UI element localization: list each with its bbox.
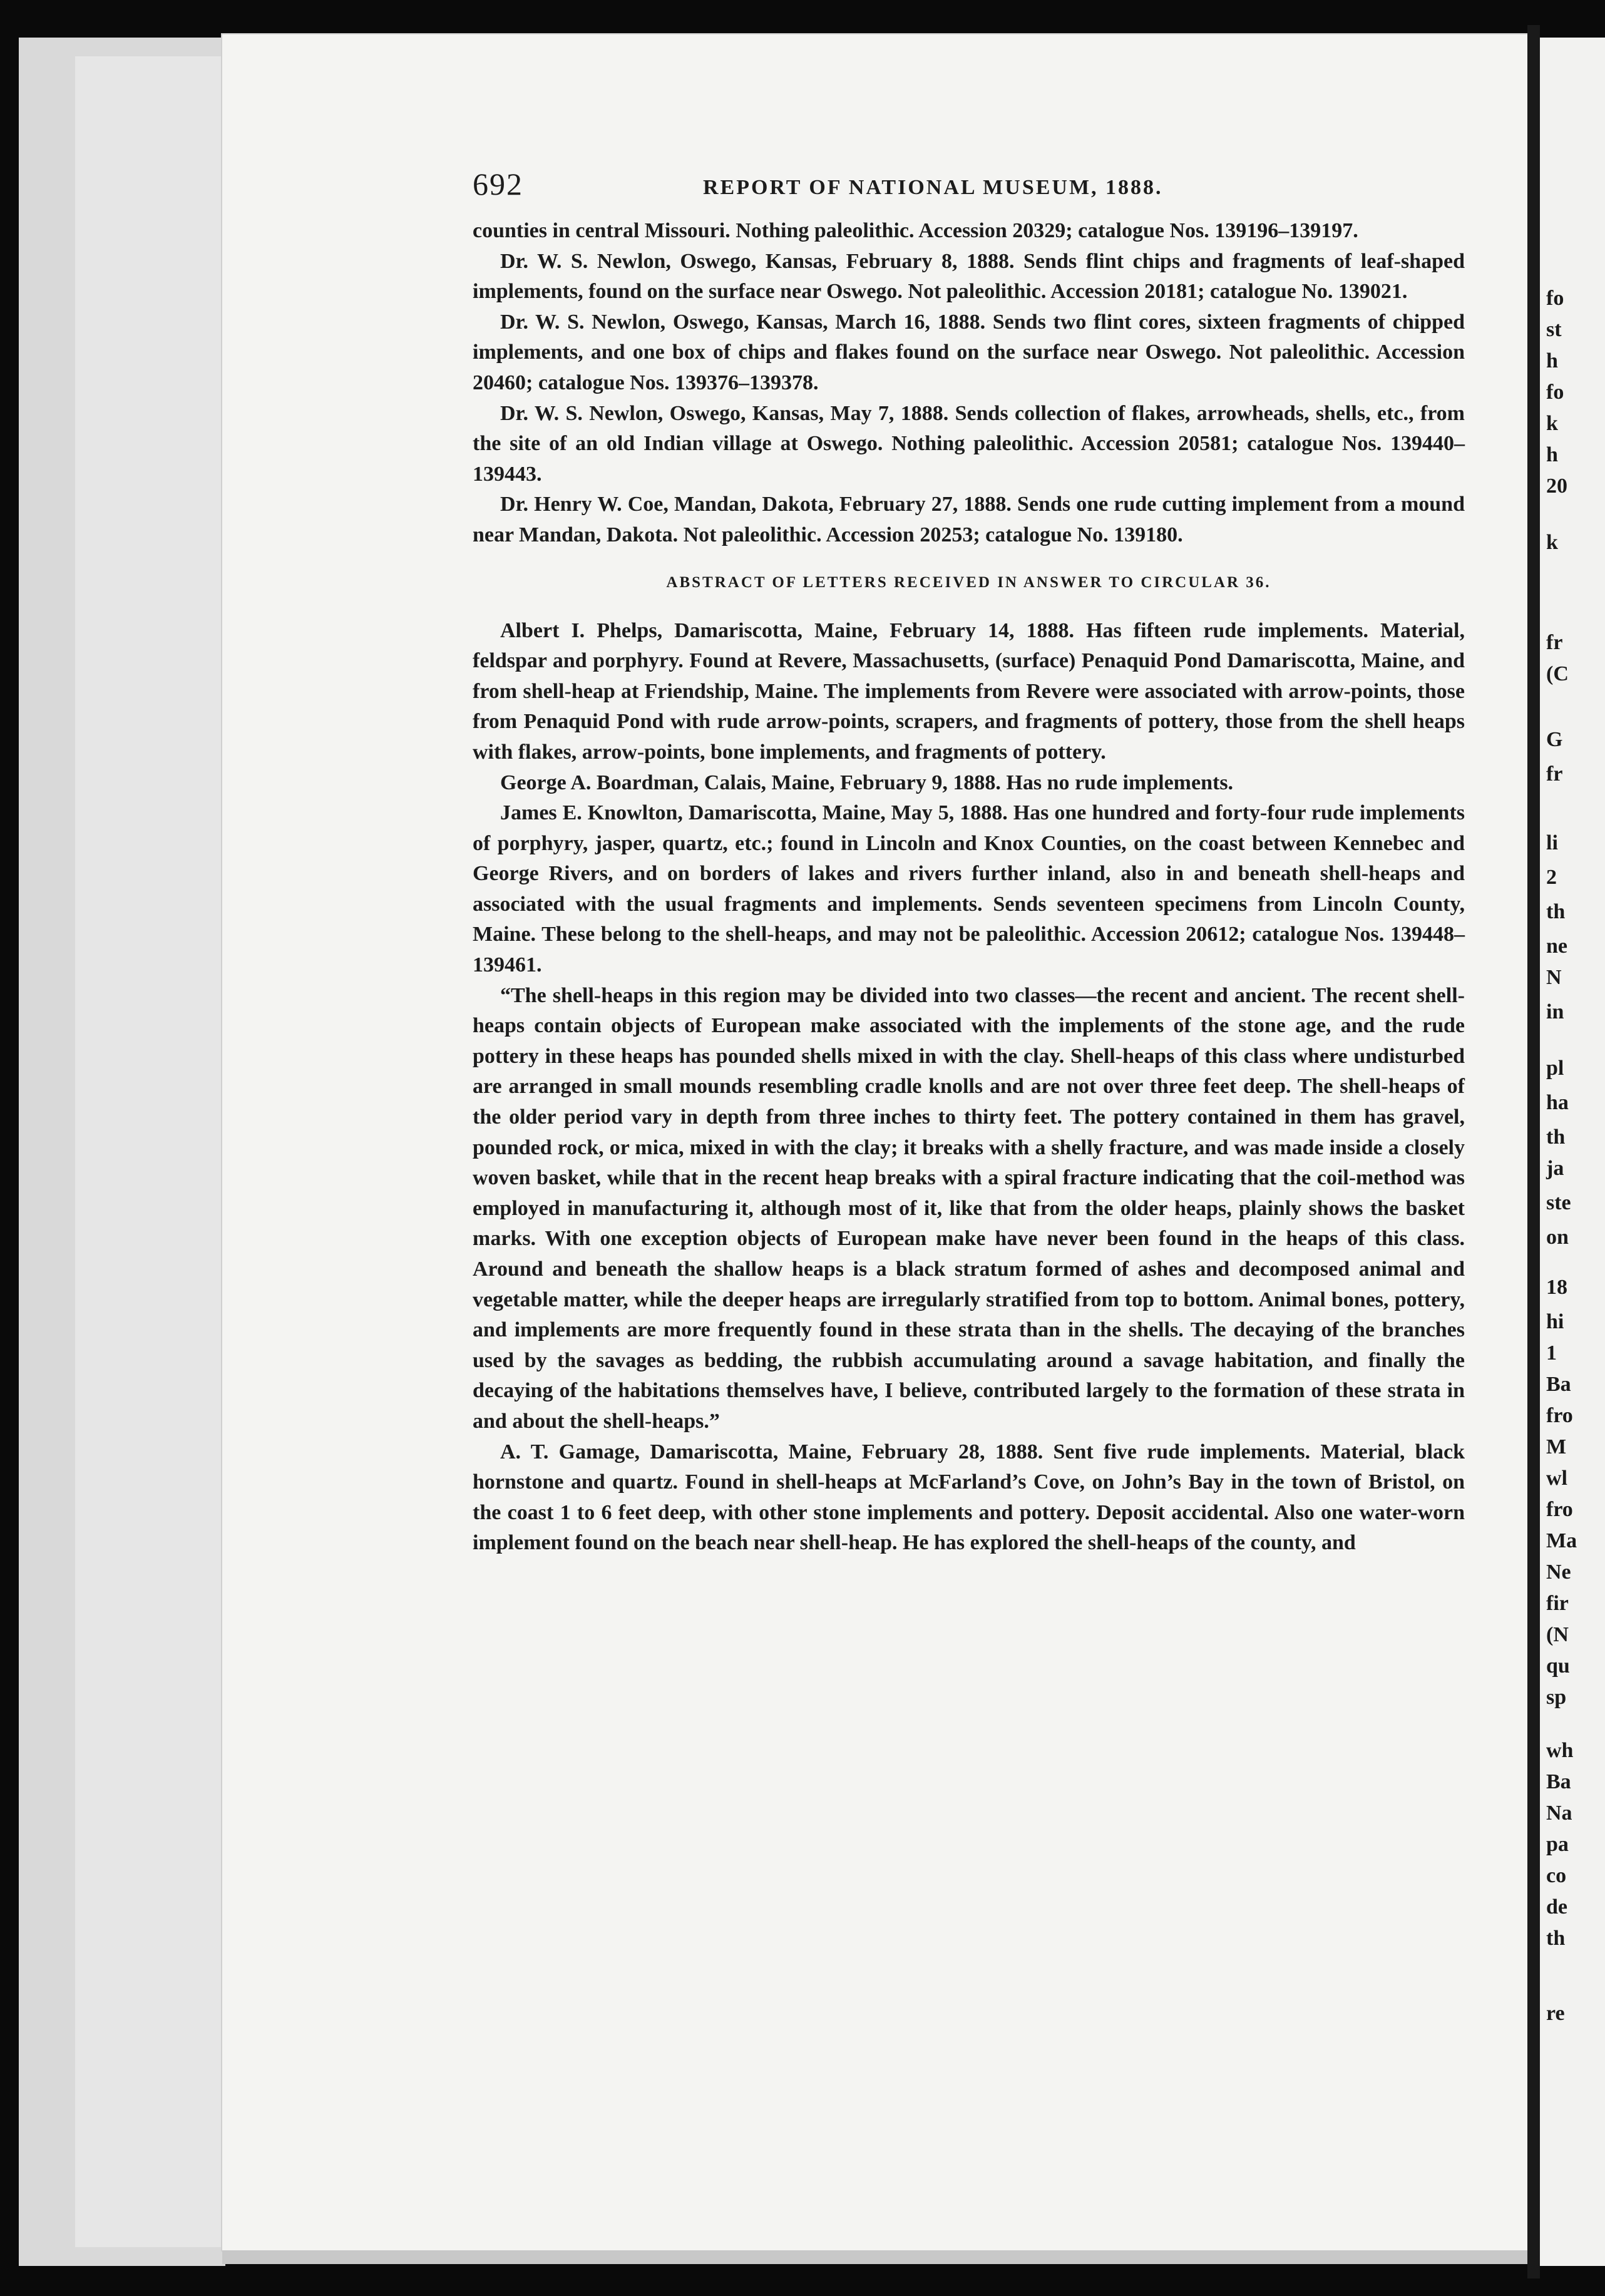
facing-page-fragment: G — [1546, 728, 1563, 751]
underlying-leaf — [75, 56, 225, 2247]
facing-page-fragment: fo — [1546, 287, 1564, 310]
facing-page — [1540, 38, 1605, 2266]
facing-page-fragment: h — [1546, 443, 1558, 466]
paragraph: A. T. Gamage, Damariscotta, Maine, February 28, 1888. Sent five rude implements. Material, black hornstone and quartz. Found in shell-heaps at McFarland’s Cove, on John’s Bay in the town of Bristol, on the coast 1 to 6 feet deep, with other stone implements and pottery. Deposit accidental. Also one water-worn implement found on the beach near shell-heap. He has explored the shell-heaps of the county, and — [473, 1440, 1465, 1555]
facing-page-fragment: Ba — [1546, 1373, 1571, 1396]
facing-page-fragment: ne — [1546, 935, 1567, 958]
facing-page-fragment: fr — [1546, 762, 1563, 786]
facing-page-fragment: 20 — [1546, 474, 1567, 498]
facing-page-fragment: qu — [1546, 1654, 1570, 1678]
facing-page-fragment: wl — [1546, 1467, 1567, 1490]
facing-page-fragment: on — [1546, 1226, 1569, 1249]
facing-page-fragment: k — [1546, 412, 1558, 435]
left-page-edge — [0, 0, 225, 2296]
facing-page-fragment: fro — [1546, 1404, 1573, 1427]
facing-page-fragment: fir — [1546, 1592, 1569, 1615]
facing-page-fragment: fr — [1546, 631, 1563, 654]
facing-page-fragment: in — [1546, 1000, 1564, 1023]
paragraph: counties in central Missouri. Nothing paleolithic. Accession 20329; catalogue Nos. 139196–139197. — [473, 219, 1358, 242]
book-gutter — [1527, 25, 1540, 2278]
facing-page-fragment: 1 — [1546, 1341, 1557, 1365]
page-header — [473, 166, 1465, 216]
facing-page-fragment: fro — [1546, 1498, 1573, 1521]
running-head: REPORT OF NATIONAL MUSEUM, 1888. — [703, 176, 1163, 199]
facing-page-fragment: N — [1546, 966, 1562, 989]
facing-page-fragment: th — [1546, 900, 1566, 923]
facing-page-fragment: th — [1546, 1927, 1566, 1950]
facing-page-fragment: fo — [1546, 381, 1564, 404]
facing-page-fragment: pl — [1546, 1057, 1564, 1080]
section-heading: ABSTRACT OF LETTERS RECEIVED IN ANSWER TO CIRCULAR 36. — [666, 573, 1271, 591]
facing-page-fragment: (C — [1546, 662, 1569, 685]
facing-page-fragment: (N — [1546, 1623, 1569, 1646]
facing-page-fragment: k — [1546, 531, 1558, 554]
facing-page-fragment: ste — [1546, 1191, 1571, 1214]
page-content — [473, 166, 1465, 1559]
facing-page-fragment: Ne — [1546, 1561, 1571, 1584]
facing-page-fragment: li — [1546, 831, 1558, 854]
facing-page-fragment: re — [1546, 2002, 1565, 2025]
facing-page-fragment: h — [1546, 349, 1558, 372]
paragraph: Dr. W. S. Newlon, Oswego, Kansas, March 16, 1888. Sends two flint cores, sixteen fragments of chipped implements, and one box of chips and flakes found on the surface near Oswego. Not paleolithic. Accession 20460; catalogue Nos. 139376–139378. — [473, 310, 1465, 394]
paragraph: Dr. W. S. Newlon, Oswego, Kansas, May 7, 1888. Sends collection of flakes, arrowheads, shells, etc., from the site of an old Indian village at Oswego. Nothing paleolithic. Accession 20581; catalogue Nos. 139440–139443. — [473, 401, 1465, 486]
quoted-paragraph: “The shell-heaps in this region may be divided into two classes—the recent and ancient. The recent shell-heaps contain objects of European make associated with the implements of the stone age, and the rude pottery in these heaps has pounded shells mixed in with the clay. Shell-heaps of this class where undisturbed are arranged in small mounds resembling cradle knolls and are not over three feet deep. The shell-heaps of the older period vary in depth from three inches to thirty feet. The pottery contained in them has gravel, pounded rock, or mica, mixed in with the clay; it breaks with a shelly fracture, and was made inside a closely woven basket, while that in the recent heap breaks with a spiral fracture indicating that the coil-method was employed in manufacturing it, although most of it, like that from the older heaps, plainly shows the basket marks. With one exception objects of European make have never been found in the heaps of this class. Around and beneath the shallow heaps is a black stratum formed of ashes and decomposed animal and vegetable matter, while the deeper heaps are irregularly stratified from top to bottom. Animal bones, pottery, and implements are more frequently found in these strata than in the shells. The decaying of the branches used by the savages as bedding, the rubbish accumulating around a savage habitation, and finally the decaying of the habitations themselves have, I believe, contributed largely to the formation of these strata in and about the shell-heaps.” — [473, 983, 1465, 1433]
paragraph: George A. Boardman, Calais, Maine, February 9, 1888. Has no rude implements. — [500, 771, 1234, 794]
page-number: 692 — [473, 167, 523, 202]
facing-page-fragment: st — [1546, 318, 1562, 341]
facing-page-fragment: M — [1546, 1435, 1567, 1458]
paragraph: Dr. Henry W. Coe, Mandan, Dakota, February 27, 1888. Sends one rude cutting implement from a mound near Mandan, Dakota. Not paleolithic. Accession 20253; catalogue No. 139180. — [473, 493, 1465, 546]
paragraph: James E. Knowlton, Damariscotta, Maine, May 5, 1888. Has one hundred and forty-four rude implements of porphyry, jasper, quartz, etc.; found in Lincoln and Knox Counties, on the coast between Kennebec and George Rivers, and on borders of lakes and rivers further inland, also in and beneath shell-heaps and associated with the usual fragments and implements. Sends seventeen specimens from Lincoln County, Maine. These belong to the shell-heaps, and may not be paleolithic. Accession 20612; catalogue Nos. 139448–139461. — [473, 801, 1465, 977]
facing-page-fragment: 18 — [1546, 1276, 1567, 1299]
facing-page-fragment: pa — [1546, 1833, 1569, 1856]
facing-page-fragment: 2 — [1546, 866, 1557, 889]
facing-page-fragment: Ba — [1546, 1770, 1571, 1793]
facing-page-fragment: de — [1546, 1895, 1567, 1919]
paragraph: Albert I. Phelps, Damariscotta, Maine, February 14, 1888. Has fifteen rude implements. Material, feldspar and porphyry. Found at Revere, Massachusetts, (surface) Penaquid Pond Damariscotta, Maine, and from shell-heap at Friendship, Maine. The implements from Revere were associated with arrow-points, those from Penaquid Pond with rude arrow-points, scrapers, and fragments of pottery, those from the shell heaps with flakes, arrow-points, bone implements, and fragments of pottery. — [473, 618, 1465, 764]
facing-page-fragment: Ma — [1546, 1529, 1577, 1552]
facing-page-fragment: Na — [1546, 1801, 1572, 1825]
paragraph: Dr. W. S. Newlon, Oswego, Kansas, February 8, 1888. Sends flint chips and fragments of leaf-shaped implements, found on the surface near Oswego. Not paleolithic. Accession 20181; catalogue No. 139021. — [473, 249, 1465, 304]
facing-page-fragment: th — [1546, 1125, 1566, 1149]
facing-page-fragment: ha — [1546, 1091, 1569, 1114]
page-edge-shadow — [222, 2250, 1531, 2264]
facing-page-fragment: ja — [1546, 1157, 1564, 1180]
facing-page-fragment: sp — [1546, 1686, 1567, 1709]
facing-page-fragment: wh — [1546, 1739, 1574, 1762]
facing-page-fragment: hi — [1546, 1310, 1564, 1333]
facing-page-fragment: co — [1546, 1864, 1567, 1887]
